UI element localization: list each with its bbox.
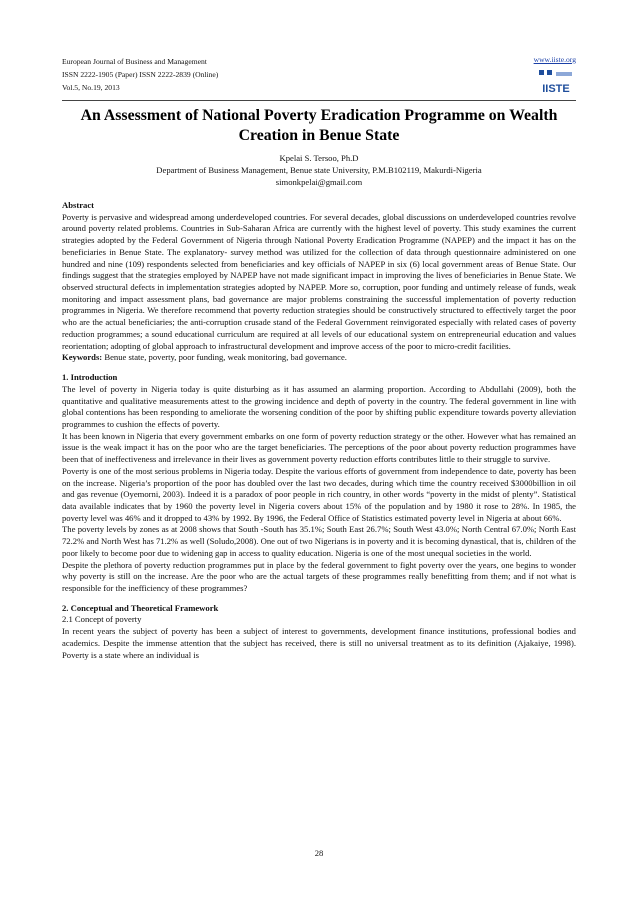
journal-header [62,55,576,94]
section-1-heading: 1. Introduction [62,372,118,383]
section-1-paragraph: Despite the plethora of poverty reduction programmes put in place by the federal government to fight poverty over the years, one begins to wonder why poverty is still on the increase. Are the poor who are the actual targets of these programmes really benefitting from them; and if not what is responsible for the inefficiency of these programmes? [62,559,576,593]
section-2-1-subheading: 2.1 Concept of poverty [62,614,142,625]
author-email: simonkpelai@gmail.com [275,177,363,187]
section-1-paragraph: The level of poverty in Nigeria today is quite disturbing as it has assumed an alarming proportion. According to Abdullahi (2009), both the quantitative and qualitative measurements attest to the growing incidence and depth of poverty in the country. The federal government in line with global contentions has been responding to ameliorate the worsening condition of the poor by shifting public expenditure towards poverty alleviation programmes to cushion the effects of poverty. [62,383,576,429]
iiste-logo [536,68,576,96]
journal-volume: Vol.5, No.19, 2013 [62,83,120,92]
journal-issn: ISSN 2222-1905 (Paper) ISSN 2222-2839 (Online) [62,70,219,79]
author-name: Kpelai S. Tersoo, Ph.D [279,153,359,163]
paper-body [62,200,576,661]
keywords-text: Benue state, poverty, poor funding, weak monitoring, bad governance. [102,352,347,363]
page-number: 28 [314,848,324,858]
section-1-paragraph: Poverty is one of the most serious problems in Nigeria today. Despite the various efforts of government from independence to date, poverty has been on the increase. Nigeria’s proportion of the poor has doubled over the last two decades, during which time the country received $3000billion in oil and gas revenue (Oyemorni, 2003). Indeed it is a paradox of poor people in rich country, in other words “poverty in the midst of plenty”. Statistical data available indicates that by 1960 the poverty level in Nigeria covers about 15% of the population and by 1980 it rose to 28%. In 1985, the poverty level was 46% and it dropped to 43% by 1992. By 1996, the Federal Office of Statistics estimated poverty level in Nigeria at about 66%. [62,465,576,523]
keywords-label: Keywords: [62,352,103,363]
abstract-heading: Abstract [62,200,95,210]
paper-title: An Assessment of National Poverty Eradication Programme on Wealth Creation in Benue State [80,107,558,144]
section-2-heading: 2. Conceptual and Theoretical Framework [62,602,219,613]
section-1-paragraph: It has been known in Nigeria that every government embarks on one form of poverty reduction strategy or the other. However what has remained an issue is the weak impact it has on the poor who are the target beneficiaries. The perceptions of the poor about poverty reduction programmes have been that of ineffectiveness and irrelevance in their lives as government poverty reduction efforts contributes little to their struggle to survive. [62,430,576,465]
keywords [62,352,576,364]
abstract-text: Poverty is pervasive and widespread among underdeveloped countries. For several decades, global discussions on underdeveloped countries revolve around poverty related problems. Countries in Sub-Saharan Africa are currently with the highest level of poverty. This study examines the current strategies adopted by the Federal Government of Nigeria through National Poverty Eradication Programme (NAPEP) and the impact it has on the beneficiaries in Benue State. The explanatory- survey method was utilized for the collection of data through questionnaire administered on one hundred and nine (109) respondents selected from beneficiaries and key officials of NAPEP in six (6) local government areas of Benue State. Our findings suggest that the strategies employed by NAPEP have not made significant impact in improving the lives of beneficiaries in Benue State. We observed structural defects in implementation strategies adopted by NAPEP. More so, corruption, poor funding and untimely release of funds, weak monitoring and impact assessment plans, bad governance are major problems constraining the successful implementation of poverty reduction programmes in Nigeria. We therefore recommend that poverty reduction strategies should be constructively structured to effectively target the poor who are the actual beneficiaries; the anti-corruption crusade stand of the Federal Government reinvigorated especially with related cases of poverty reduction programmes; a sound educational curriculum are required at all levels of our educational system on entrepreneurial education and values reorientation; adopting of global approach to infrastructural development and improve access of the poor to micro-credit facilities. [62,211,576,351]
author-affiliation: Department of Business Management, Benue state University, P.M.B102119, Makurdi-Nigeria [156,165,482,175]
header-rule [62,100,576,101]
author-block [62,152,576,188]
journal-url-link[interactable]: www.iiste.org [533,55,576,64]
journal-name: European Journal of Business and Management [62,57,207,66]
logo-text: IISTE [542,83,570,95]
section-2-paragraph: In recent years the subject of poverty has been a subject of interest to governments, development finance institutions, professional bodies and academics. Despite the immense attention that the subject has received, there is still no universal treatment as to its definition (Ajakaiye, 1998). Poverty is a state where an individual is [62,626,576,660]
section-1-paragraph: The poverty levels by zones as at 2008 shows that South -South has 35.1%; South East 26.7%; South West 43.0%; North Central 67.0%; North East 72.2% and North West has 71.2% as well (Soludo,2008). One out of two Nigerians is in poverty and it is becoming dynastical, that is, children of the poor likely to become poor due to widening gap in access to quality education. Nigeria is one of the most unequal societies in the world. [62,524,576,558]
